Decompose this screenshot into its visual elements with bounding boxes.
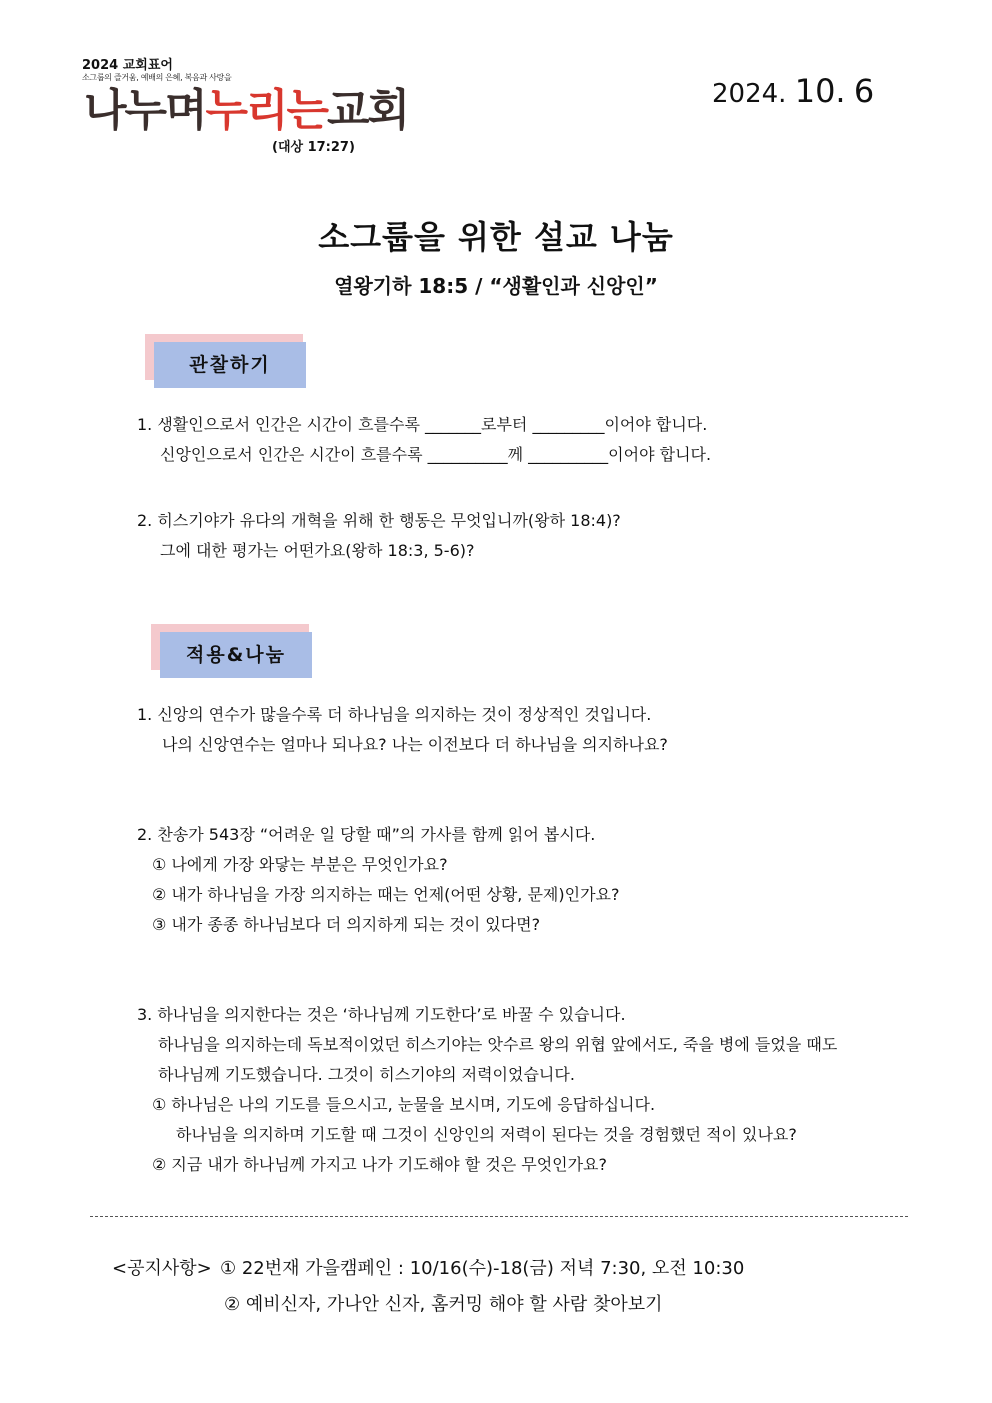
s1-q2-line2: 그에 대한 평가는 어떤가요(왕하 18:3, 5-6)? — [160, 541, 475, 560]
s2-q3-sub2: ② 지금 내가 하나님께 가지고 나가 기도해야 할 것은 무엇인가요? — [152, 1155, 608, 1174]
section1-heading: 관찰하기 — [154, 342, 306, 388]
s2-q2-sub2: ② 내가 하나님을 가장 의지하는 때는 언제(어떤 상황, 문제)인가요? — [152, 885, 620, 904]
logo-motto — [84, 84, 408, 138]
s2-q3-line1: 3. 하나님을 의지한다는 것은 ‘하나님께 기도한다’로 바꿀 수 있습니다. — [137, 1005, 626, 1024]
s1-q1-line2: 신앙인으로서 인간은 시간이 흐를수록 __________께 __________이어야 합니다. — [160, 445, 712, 464]
date-year: 2024. — [712, 79, 787, 109]
section2-heading: 적용&나눔 — [160, 632, 312, 678]
s1-q2-line1: 2. 히스기야가 유다의 개혁을 위해 한 행동은 무엇입니까(왕하 18:4)? — [137, 511, 621, 530]
page-title: 소그룹을 위한 설교 나눔 — [318, 218, 674, 256]
s2-q3-sub1b: 하나님을 의지하며 기도할 때 그것이 신앙인의 저력이 된다는 것을 경험했던 적이 있나요? — [176, 1125, 797, 1144]
s2-q2-line1: 2. 찬송가 543장 “어려운 일 당할 때”의 가사를 함께 읽어 봅시다. — [137, 825, 596, 844]
logo-reference: (대상 17:27) — [272, 140, 355, 155]
date-day: 6 — [853, 72, 875, 110]
s2-q3-sub1: ① 하나님은 나의 기도를 들으시고, 눈물을 보시며, 기도에 응답하십니다. — [152, 1095, 656, 1114]
page-subtitle: 열왕기하 18:5 / “생활인과 신앙인” — [334, 274, 658, 298]
logo-motto-part1: 나누며 — [84, 85, 206, 136]
s2-q1-line1: 1. 신앙의 연수가 많을수록 더 하나님을 의지하는 것이 정상적인 것입니다. — [137, 705, 652, 724]
notice-item-1: ① 22번재 가을캠페인 : 10/16(수)-18(금) 저녁 7:30, 오전 10:30 — [220, 1258, 745, 1279]
logo-subtitle: 소그룹의 즐거움, 예배의 은혜, 복음과 사랑을 — [82, 73, 232, 82]
s1-q1-line1: 1. 생활인으로서 인간은 시간이 흐를수록 _______로부터 _________이어야 합니다. — [137, 415, 708, 434]
s2-q1-line2: 나의 신앙연수는 얼마나 되나요? 나는 이전보다 더 하나님을 의지하나요? — [162, 735, 668, 754]
s2-q2-sub3: ③ 내가 종종 하나님보다 더 의지하게 되는 것이 있다면? — [152, 915, 541, 934]
s2-q3-line3: 하나님께 기도했습니다. 그것이 히스기야의 저력이었습니다. — [158, 1065, 575, 1084]
s2-q2-sub1: ① 나에게 가장 와닿는 부분은 무엇인가요? — [152, 855, 448, 874]
notice-label: <공지사항> — [112, 1258, 212, 1279]
s2-q3-line2: 하나님을 의지하는데 독보적이었던 히스기야는 앗수르 왕의 위협 앞에서도, 죽을 병에 들었을 때도 — [158, 1035, 838, 1054]
dashed-divider — [90, 1216, 908, 1217]
logo-motto-part2: 누리는 — [205, 85, 328, 136]
date-month: 10. — [794, 72, 846, 110]
logo-motto-part3: 교회 — [327, 85, 409, 136]
notice-item-2: ② 예비신자, 가나안 신자, 홈커밍 해야 할 사람 찾아보기 — [224, 1294, 663, 1315]
date — [712, 72, 874, 110]
logo-year: 2024 교회표어 — [82, 58, 173, 73]
